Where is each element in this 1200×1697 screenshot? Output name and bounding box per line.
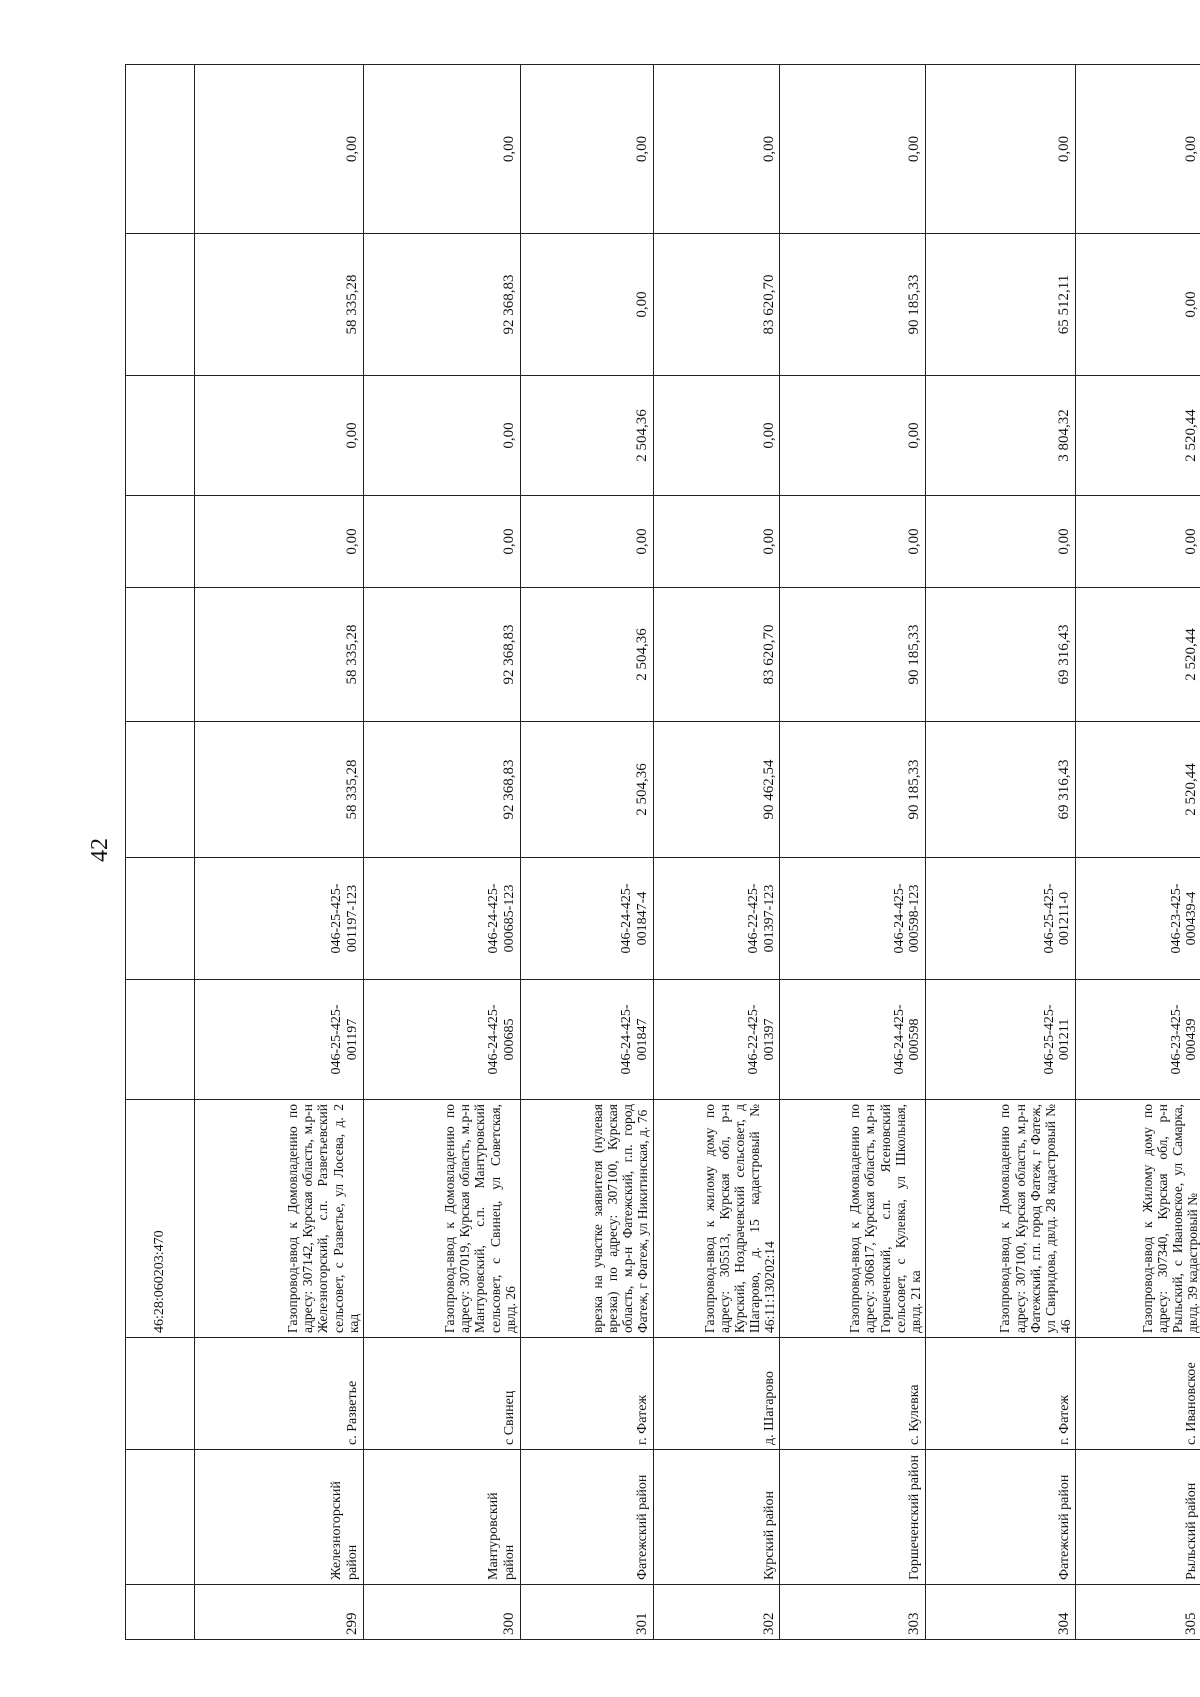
row-number: 299 xyxy=(195,1585,364,1640)
contract-code-cell: 046-24-425-001847-4 xyxy=(520,858,653,980)
amount-cell-4: 0,00 xyxy=(653,376,780,496)
row-number: 305 xyxy=(1075,1585,1200,1640)
amount-cell-3: 0,00 xyxy=(1075,496,1200,588)
description-cell: Газопровод-ввод к Домовладению по адресу: 307100, Курская область, м.р-н Фатежский, г.п. город Фатеж, г Фатеж, ул Свиридова, двлд. 28 кадастровый № 46 xyxy=(925,1100,1075,1338)
table-row xyxy=(653,65,780,1640)
amount-cell-6: 0,00 xyxy=(653,65,780,234)
description-cell: Газопровод-ввод к Домовладению по адресу: 307019, Курская область, м.р-н Мантуровский, с.п. Мантуровский сельсовет, с Свинец, ул Советская, двлд. 26 xyxy=(363,1100,520,1338)
contract-code-cell: 046-23-425-000439-4 xyxy=(1075,858,1200,980)
row-number: 302 xyxy=(653,1585,780,1640)
district-cell: Мантуровский район xyxy=(363,1450,520,1585)
code-cell: 046-24-425-000598 xyxy=(780,980,925,1100)
description-cell: Газопровод-ввод к Домовладению по адресу: 306817, Курская область, м.р-н Горшеченский, с.п. Ясеновский сельсовет, с Кулевка, ул Школьная, двлд. 21 ка xyxy=(780,1100,925,1338)
district-cell: Курский район xyxy=(653,1450,780,1585)
contract-code-cell: 046-25-425-001211-0 xyxy=(925,858,1075,980)
table-row-cadastral xyxy=(126,65,195,1640)
row-number: 304 xyxy=(925,1585,1075,1640)
code-cell: 046-24-425-000685 xyxy=(363,980,520,1100)
amount-cell-6: 0,00 xyxy=(925,65,1075,234)
settlement-cell: с. Разветье xyxy=(195,1338,364,1450)
amount-cell-2: 58 335,28 xyxy=(195,588,364,722)
amount-cell-3: 0,00 xyxy=(195,496,364,588)
district-cell: Железногорский район xyxy=(195,1450,364,1585)
table-row xyxy=(363,65,520,1640)
contract-code-cell: 046-24-425-000685-123 xyxy=(363,858,520,980)
amount-cell-6: 0,00 xyxy=(780,65,925,234)
settlement-cell: с. Кулевка xyxy=(780,1338,925,1450)
table-row xyxy=(925,65,1075,1640)
amount-cell-6: 0,00 xyxy=(363,65,520,234)
amount-cell-1: 2 504,36 xyxy=(520,722,653,858)
contract-code-cell: 046-24-425-000598-123 xyxy=(780,858,925,980)
amount-cell-5: 83 620,70 xyxy=(653,234,780,376)
code-cell: 046-25-425-001211 xyxy=(925,980,1075,1100)
settlement-cell: г. Фатеж xyxy=(520,1338,653,1450)
district-cell: Фатежский район xyxy=(925,1450,1075,1585)
amount-cell-5: 65 512,11 xyxy=(925,234,1075,376)
amount-cell-6: 0,00 xyxy=(1075,65,1200,234)
amount-cell-5: 0,00 xyxy=(520,234,653,376)
amount-cell-2: 92 368,83 xyxy=(363,588,520,722)
contract-code-cell: 046-22-425-001397-123 xyxy=(653,858,780,980)
code-cell: 046-24-425-001847 xyxy=(520,980,653,1100)
table-row xyxy=(780,65,925,1640)
amount-cell-3: 0,00 xyxy=(520,496,653,588)
contract-code-cell: 046-25-425-001197-123 xyxy=(195,858,364,980)
table-row xyxy=(195,65,364,1640)
amount-cell-2: 83 620,70 xyxy=(653,588,780,722)
amount-cell-1: 69 316,43 xyxy=(925,722,1075,858)
district-cell: Рыльский район xyxy=(1075,1450,1200,1585)
district-cell: Фатежский район xyxy=(520,1450,653,1585)
amount-cell-3: 0,00 xyxy=(653,496,780,588)
amount-cell-4: 0,00 xyxy=(363,376,520,496)
amount-cell-1: 2 520,44 xyxy=(1075,722,1200,858)
page-number: 42 xyxy=(87,838,113,862)
amount-cell-3: 0,00 xyxy=(363,496,520,588)
description-cell: Газопровод-ввод к Домовладению по адресу: 307142, Курская область, м.р-н Железногорский, с.п. Разветьевский сельсовет, с Разветье, ул Лосева, д. 2 кад xyxy=(195,1100,364,1338)
settlement-cell: д. Шагарово xyxy=(653,1338,780,1450)
amount-cell-1: 90 185,33 xyxy=(780,722,925,858)
amount-cell-3: 0,00 xyxy=(780,496,925,588)
amount-cell-2: 2 520,44 xyxy=(1075,588,1200,722)
row-number: 303 xyxy=(780,1585,925,1640)
amount-cell-2: 2 504,36 xyxy=(520,588,653,722)
code-cell: 046-23-425-000439 xyxy=(1075,980,1200,1100)
district-cell: Горшеченский район xyxy=(780,1450,925,1585)
cadastral-number: 46:28:060203:470 xyxy=(126,1100,195,1338)
code-cell: 046-22-425-001397 xyxy=(653,980,780,1100)
row-number: 301 xyxy=(520,1585,653,1640)
description-cell: врезка на участке заявителя (нулевая врезка) по адресу: 307100, Курская область, м.р-н Фатежский, г.п. город Фатеж, г Фатеж, ул Никитинская, д. 76 xyxy=(520,1100,653,1338)
amount-cell-3: 0,00 xyxy=(925,496,1075,588)
amount-cell-2: 90 185,33 xyxy=(780,588,925,722)
amount-cell-5: 0,00 xyxy=(1075,234,1200,376)
amount-cell-4: 0,00 xyxy=(780,376,925,496)
amount-cell-5: 92 368,83 xyxy=(363,234,520,376)
description-cell: Газопровод-ввод к жилому дому по адресу: 305513, Курская обл, р-н Курский, Ноздрачевский сельсовет, д Шагарово, д. 15 кадастровый № 46:11:130202:14 xyxy=(653,1100,780,1338)
amount-cell-1: 90 462,54 xyxy=(653,722,780,858)
amount-cell-5: 90 185,33 xyxy=(780,234,925,376)
code-cell: 046-25-425-001197 xyxy=(195,980,364,1100)
data-table xyxy=(125,64,1200,1640)
amount-cell-2: 69 316,43 xyxy=(925,588,1075,722)
amount-cell-4: 2 504,36 xyxy=(520,376,653,496)
settlement-cell: г. Фатеж xyxy=(925,1338,1075,1450)
amount-cell-6: 0,00 xyxy=(520,65,653,234)
amount-cell-4: 0,00 xyxy=(195,376,364,496)
amount-cell-4: 2 520,44 xyxy=(1075,376,1200,496)
table-row xyxy=(1075,65,1200,1640)
amount-cell-1: 58 335,28 xyxy=(195,722,364,858)
amount-cell-1: 92 368,83 xyxy=(363,722,520,858)
settlement-cell: с. Ивановское xyxy=(1075,1338,1200,1450)
settlement-cell: с Свинец xyxy=(363,1338,520,1450)
amount-cell-5: 58 335,28 xyxy=(195,234,364,376)
description-cell: Газопровод-ввод к Жилому дому по адресу: 307340, Курская обл, р-н Рыльский, с Ивановское, ул Самарка, двлд. 39 кадастровый № xyxy=(1075,1100,1200,1338)
row-number: 300 xyxy=(363,1585,520,1640)
rotated-table-container xyxy=(125,65,1200,1640)
amount-cell-4: 3 804,32 xyxy=(925,376,1075,496)
table-row xyxy=(520,65,653,1640)
amount-cell-6: 0,00 xyxy=(195,65,364,234)
